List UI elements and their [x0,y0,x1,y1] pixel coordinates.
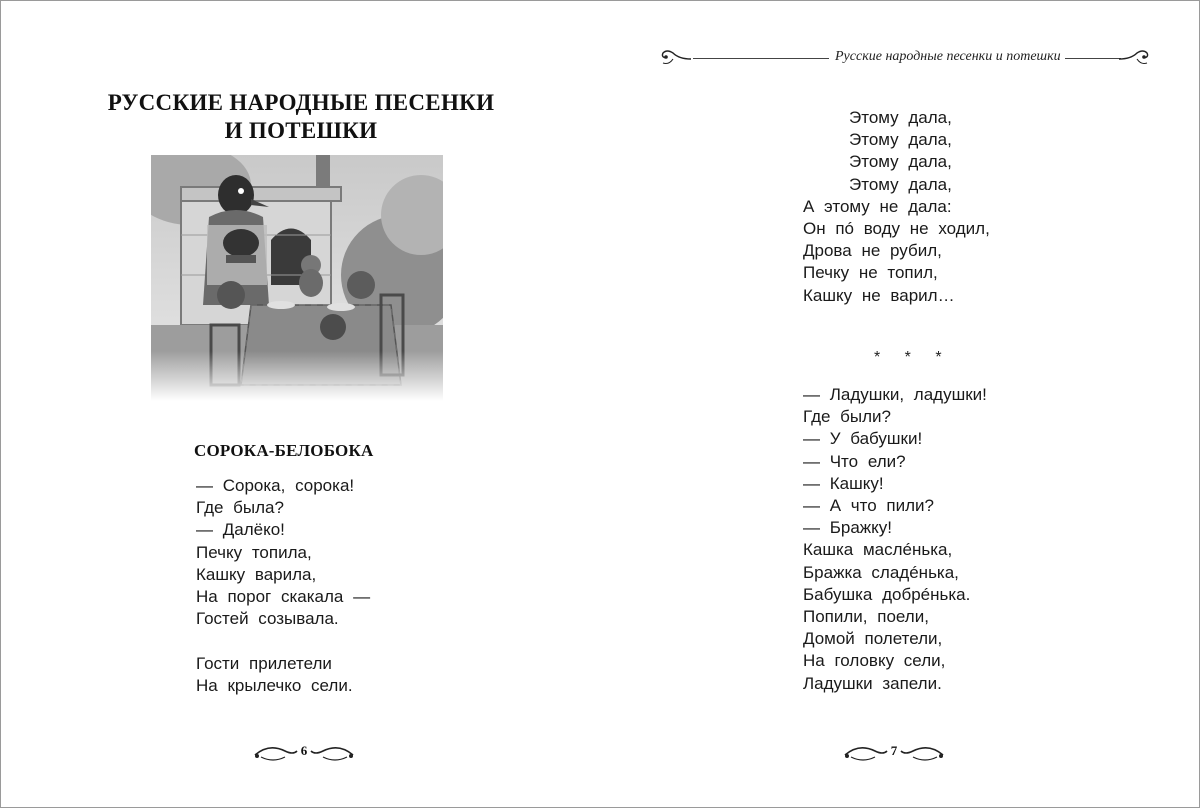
poem-verse-left [196,475,370,697]
page-number: 7 [890,743,898,758]
verse-line: Где были? [803,407,891,427]
verse-line: Попили, поели, [803,607,929,627]
verse-line: Кашку варила, [196,564,317,584]
page-number-left [249,735,359,771]
verse-line: — Что ели? [803,451,906,471]
verse-line: — Кашку! [803,473,884,493]
verse-line: — Сорока, сорока! [196,476,355,495]
verse-line: На порог скакала — [196,587,371,607]
verse-line: Бабушка добрéнька. [803,584,971,604]
poem-title: СОРОКА-БЕЛОБОКА [194,441,374,460]
verse-line: Этому дала, [849,174,952,194]
left-page [1,1,601,807]
running-header [659,45,1151,71]
verse-line: А этому не дала: [803,196,952,216]
header-ornament-left-icon [659,47,693,67]
page-number-right [839,735,949,771]
verse-line: Кашку не варил… [803,285,955,305]
verse-line: — Далёко! [196,520,285,540]
header-ornament-right-icon [1117,47,1151,67]
chapter-title [61,89,541,145]
verse-line: Печку не топил, [803,263,938,283]
verse-line: Ладушки запели. [803,673,942,693]
verse-line: Этому дала, [849,108,952,127]
running-header-title: Русские народные песенки и потешки [835,49,1061,64]
verse-line: Кашка маслéнька, [803,540,953,560]
chapter-title-line-1: РУССКИЕ НАРОДНЫЕ ПЕСЕНКИ [107,90,495,115]
section-break: * * * [874,349,952,366]
verse-line: Печку топила, [196,542,312,562]
chapter-title-line-2: И ПОТЕШКИ [224,118,378,143]
verse-line: — Ладушки, ладушки! [803,385,987,404]
verse-line: — Бражку! [803,518,893,538]
right-page [601,1,1199,807]
magpie-feeding-animals-illustration [151,155,443,401]
header-rule-left [693,58,829,59]
verse-line: Домой полетели, [803,629,943,649]
verse-line: На крылечко сели. [196,675,353,695]
verse-line: Гости прилетели [196,653,332,673]
verse-line: На головку сели, [803,651,946,671]
verse-line: Он пó воду не ходил, [803,219,990,239]
verse-line: Этому дала, [849,130,952,150]
verse-line: — А что пили? [803,496,934,516]
verse-line: — У бабушки! [803,429,923,449]
poem-verse-right-b [803,384,987,695]
verse-line: Бражка сладéнька, [803,562,959,582]
verse-line: Гостей созывала. [196,609,339,629]
verse-line: Дрова не рубил, [803,241,942,261]
header-rule-right [1065,58,1121,59]
verse-line: Этому дала, [849,152,952,172]
verse-line: Где была? [196,498,284,518]
page-number: 6 [300,743,308,758]
poem-verse-right-a [803,107,990,307]
stanza-gap [196,630,370,652]
